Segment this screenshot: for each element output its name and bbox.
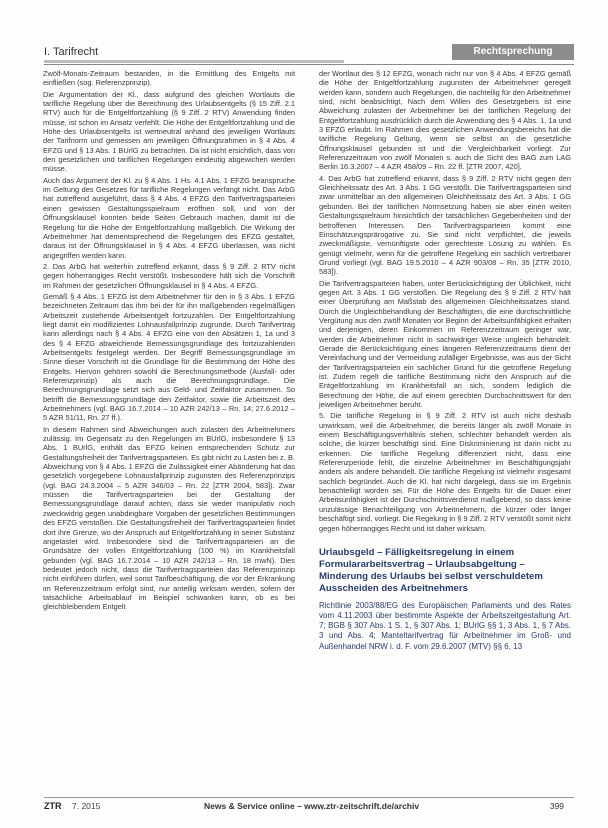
section-title: I. Tarifrecht <box>44 46 99 58</box>
paragraph: Gemäß § 4 Abs. 1 EFZG ist dem Arbeitnehmer für den in § 3 Abs. 1 EFZG bezeichneten Zeitraum das ihm bei der für ihn maßgebenden regelmäßigen Arbeitszeit zustehende Arbeitsentgelt fortzuzahlen. Der Entgeltfortzahlung liegt damit ein modifiziertes Lohnausfallprinzip zugrunde. Durch Tarifvertrag kann allerdings nach § 4 Abs. 4 EFZG eine von den Absätzen 1, 1a und 3 des § 4 EFZG abweichende Bemessungsgrundlage des fortzuzahlenden Arbeitsentgelts festgelegt werden. Der Begriff Bemessungsgrundlage im Sinne dieser Vorschrift ist die Grundlage für die Bestimmung der Höhe des Entgelts. Hiervon gehören sowohl die Berechnungsmethode (Ausfall- oder Referenzprinzip) als auch die Berechnungsgrundlage. Die Berechnungsgrundlage setzt sich aus Geld- und Zeitfaktor zusammen. So betrifft die Bemessungsgrundlage den Zeitfaktor, sowie die Arbeitszeit des Arbeitnehmers (vgl. BAG 16.7.2014 – 10 AZR 242/13 – Rn. 14; 27.6.2012 – 5 AZR 51/11, Rn. 27 ff.). <box>43 291 295 423</box>
journal-logo: ZTR <box>44 801 62 811</box>
paragraph: Auch das Argument der Kl. zu § 4 Abs. 1 Hs. 4.1 Abs. 1 EFZG beanspruche im Geltung des Gesetzes für tarifliche Regelungen verfangt nicht. Das ArbG hat zutreffend ausgeführt, dass § 4 Abs. 4 EFZG den Tarifvertragsparteien einen gewissen Gestaltungsspielraum eröffnen soll, und von der Öffnungsklausel konnten beide Seiten Gebrauch machen, damit ist die Regelung für die Höhe der Entgeltfortzahlung maßgeblich. Die Wirkung der Arbeitnehmer hat dementsprechend die Regelungen des EFZG gestaltet, daraus ist der Öffnungsklausel in § 4 Abs. 4 EFZG überlassen, was nicht angegriffen werden kann. <box>43 175 295 260</box>
header-rule <box>44 60 344 63</box>
paragraph: Die Tarifvertragsparteien haben, unter Berücksichtigung der Üblichkeit, nicht gegen Art. 3 Abs. 1 GG verstoßen. Die Regelung des § 9 Ziff. 2 RTV hält einer Überprüfung am Maßstab des allgemeinen Gleichheitssatzes stand. Durch die Ungleichbehandlung der Beschäftigten, die eine durchschnittliche Vergütung aus den zwölf Monaten vor Beginn der Arbeitsunfähigkeit erhalten und derjenigen, deren Einkommen im Referenzzeitraum geringer war, werden die Arbeitnehmer nicht in sachwidriger Weise ungleich behandelt. Gerade die Berücksichtigung eines längeren Referenzzeitraums dient der Vereinfachung und der Vermeidung zufälliger Ergebnisse, was aus der Sicht der Tarifvertragsparteien ein sachlicher Grund für die getroffene Regelung ist. Zudem regelt die tarifliche Bestimmung nicht den Anspruch auf die Entgeltfortzahlung im Krankheitsfall an sich, sondern lediglich die Berechnung der Höhe, die auf einem gerechten Durchschnittswert für den jeweiligen Arbeitnehmer beruht. <box>319 278 571 410</box>
paragraph: 4. Das ArbG hat zutreffend erkannt, dass § 9 Ziff. 2 RTV nicht gegen den Gleichheitssatz des Art. 3 Abs. 1 GG verstößt. Die Tarifvertragsparteien sind zwar unmittelbar an den allgemeinen Gleichheitssatz des Art. 3 Abs. 1 GG gebunden. Bei der tariflichen Normsetzung haben sie aber einen weiten Gestaltungsspielraum hinsichtlich der tatsächlichen Gegebenheiten und der betroffenen Interessen. Den Tarifvertragsparteien kommt eine Einschätzungsprärogative zu. Sie sind nicht verpflichtet, die jeweils zweckmäßigste, vernünftigste oder gerechteste Lösung zu wählen. Es genügt vielmehr, wenn für die getroffene Regelung ein sachlich vertretbarer Grund vorliegt (vgl. BAG 19.5.2010 – 4 AZR 903/08 – Rn. 35 [ZTR 2010, 583]). <box>319 173 571 277</box>
paragraph: 2. Das ArbG hat weiterhin zutreffend erkannt, dass § 9 Ziff. 2 RTV nicht gegen höherrangiges Recht verstößt. Insbesondere hält sich die Vorschrift im Rahmen der gesetzlichen Öffnungsklausel in § 4 Abs. 4 EFZG. <box>43 261 295 290</box>
page-footer <box>44 797 574 814</box>
footer-link[interactable]: News & Service online – www.ztr-zeitschrift.de/archiv <box>204 801 420 811</box>
section-badge: Rechtsprechung <box>452 44 574 60</box>
article-intro: Richtlinie 2003/88/EG des Europäischen Parlaments und des Rates vom 4.11.2003 über bestimmte Aspekte der Arbeitszeitgestaltung Art. 7; BGB § 307 Abs. 1 S. 1, § 307 Abs. 1; BUrlG §§ 1, 3 Abs. 1, § 7 Abs. 3 und Abs. 4; Manteltarifvertrag für Arbeitnehmer im Groß- und Außenhandel NRW i. d. F. vom 29.6.2007 (MTV) §§ 6, 13 <box>319 600 571 651</box>
page-number: 399 <box>549 801 564 811</box>
paragraph: 5. Die tarifliche Regelung in § 9 Ziff. 2 RTV ist auch nicht deshalb unwirksam, weil die Arbeitnehmer, die bereits länger als zwölf Monate in einem Beschäftigungsverhältnis stehen, schlechter behandelt werden als solche, die kürzer beschäftigt sind. Eine Diskriminierung ist darin nicht zu erkennen. Die tarifliche Regelung differenziert nicht, dass eine Referenzperiode fehlt, die einzelne Arbeitnehmer im Beschäftigungsjahr anders als andere behandelt. Die tarifliche Regelung ist vielmehr insgesamt sachlich begründet. Auch die Kl. hat nicht dargelegt, dass sie im Ergebnis benachteiligt worden sei. Für die Höhe des Entgelts für die Dauer einer Arbeitsunfähigkeit ist der Durchschnittsverdienst maßgebend, so dass keine unzulässige Benachteiligung von Arbeitnehmern, die kürzer oder länger beschäftigt sind, vorliegt. Die Regelung in § 9 Ziff. 2 RTV verstößt somit nicht gegen höherrangiges Recht und ist daher wirksam. <box>319 411 571 533</box>
right-column <box>319 69 571 654</box>
paragraph: Die Argumentation der Kl., dass aufgrund des gleichen Wortlauts die tarifliche Regelung über die Berechnung des Urlaubsentgelts (§ 15 Ziff. 2.1 RTV) auch für die Entgeltfortzahlung (§ 9 Ziff. 2 RTV) Anwendung finden müsse, ist schon im Ansatz verfehlt. Die Höhe der Entgeltfortzahlung und die Höhe des Urlaubsentgelts ist wertneutral anhand des jeweiligen Wortlauts der Tarifnorm und gemessen am jeweiligen Öffnungsrahmen in § 4 Abs. 4 EFZG und § 13 Abs. 1 BUrlG zu betrachten. Da ist nicht ersichtlich, dass von den gesetzlichen und tariflichen Regelungen eindeutig abgewichen werden müsse. <box>43 89 295 174</box>
issue-number: 7. 2015 <box>72 801 101 811</box>
paragraph: In diesem Rahmen sind Abweichungen auch zulasten des Arbeitnehmers zulässig. Im Gegensatz zu den Regelungen im BUrlG, insbesondere § 13 Abs. 1 BUrlG, enthält das EFZG keinen entsprechenden Schutz zur Gestaltungsfreiheit der Tarifvertragsparteien. Es gibt nicht zu Lasten bei z. B. Abweichung von § 4 Abs. 1 EFZG die Zulässigkeit einer Abänderung hat das gesetzlich vorgegebene Lohnausfallprinzip zugunsten des Referenzprinzips (vgl. BAG 24.3.2004 – 5 AZR 346/03 – Rn. 22 [ZTR 2004, 583]). Zwar müssen die Tarifvertragsparteien bei der Gestaltung der Bemessungsgrundlage darauf achten, dass sie weder manipulativ noch zweckwidrig gegen unabdingbare Vorgaben der gesetzlichen Bestimmungen des EFZG verstoßen. Die Gestaltungsfreiheit der Tarifvertragsparteien findet dort ihre Grenze, wo der Anspruch auf Entgeltfortzahlung in seiner Substanz angetastet wird. Insbesondere sind die Tarifvertragsparteien an die Grundsätze der vollen Entgeltfortzahlung (100 %) im Krankheitsfall gebunden (vgl. BAG 16.7.2014 – 10 AZR 242/13 – Rn. 18 mwN). Dies bedeutet jedoch nicht, dass die Tarifvertragsparteien das Referenzprinzip nicht einführen dürfen, weil sonst Tarifbeschäftigung, die vor der Erkrankung im Referenzzeitraum erfolgt sind, nur anteilig wirksam werden, sofern der tatsächliche Arbeitsablauf im Beispiel schwanken kann, ob es bei gleichbleibendem Entgelt <box>43 424 295 612</box>
article-headline: Urlaubsgeld – Fälligkeitsregelung in einem Formulararbeitsvertrag – Urlaubsabgeltung – Minderung des Urlaubs bei selbst verschuldetem Ausscheiden des Arbeitnehmers <box>319 546 543 594</box>
paragraph: Zwölf-Monats-Zeitraum bestanden, in die Ermittlung des Entgelts mit einfließen (sog. Referenzprinzip). <box>43 69 295 88</box>
page-header <box>44 44 574 65</box>
paragraph: der Wortlaut des § 12 EFZG, wonach nicht nur von § 4 Abs. 4 EFZG gemäß die Höhe der Entgeltfortzahlung zugunsten der Arbeitnehmer geregelt werden kann, sondern auch Regelungen, die nachteilig für den Arbeitnehmer sind, nicht beabsichtigt, Nach dem Willen des Gesetzgebers ist eine Abweichung zulasten der Arbeitnehmer bei der tariflichen Regelung der Entgeltfortzahlung ausdrücklich durch die Anwendung des § 4 Abs. 1, 1a und 3 EFZG erlaubt. Im Rahmen dies gesetzlichen Anwendungsbereichs hat die tarifliche Regelung Geltung, wenn sie selbst an die gesetzliche Öffnungsklausel gebunden ist und die Vergleichbarkeit vorliegt. Zur Referenzzeitraum von zwölf Monaten s. auch die Sicht des BAG zum LAG Berlin 16.3.2007 – 4 AZR 458/09 – Rn. 22 ff. [ZTR 2007, 420]. <box>319 69 571 172</box>
left-column <box>43 69 295 614</box>
